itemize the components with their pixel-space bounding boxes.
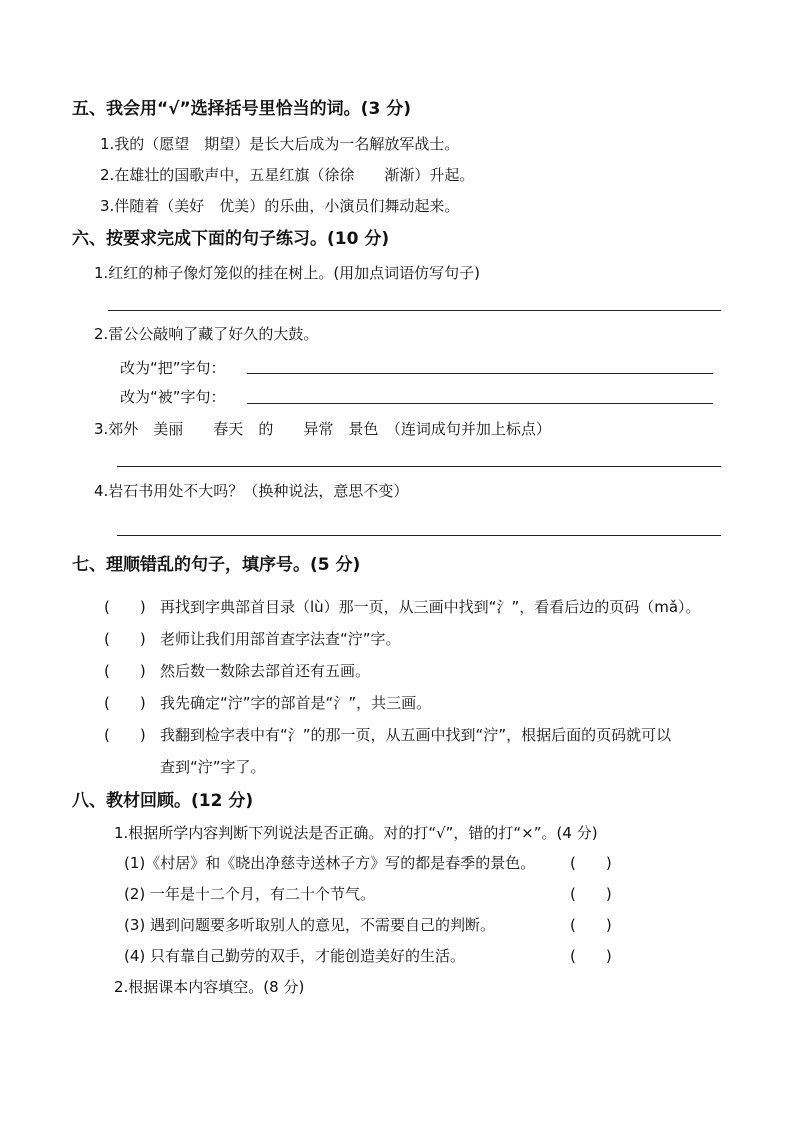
section-7-title: 七、理顺错乱的句子，填序号。(5 分) — [72, 555, 361, 575]
section-6-q4: 4.岩石书用处不大吗？（换种说法，意思不变） — [94, 482, 409, 500]
judgement-4: (4) 只有靠自己勤劳的双手，才能创造美好的生活。 — [124, 947, 466, 965]
ba-sentence-label: 改为“把”字句： — [120, 359, 226, 377]
order-blank-2[interactable]: ( ) — [104, 630, 146, 648]
order-item-4: 我先确定“泞”字的部首是“氵”，共三画。 — [160, 694, 432, 712]
judgement-blank-2[interactable]: ( ) — [570, 885, 612, 903]
order-blank-3[interactable]: ( ) — [104, 662, 146, 680]
order-item-5: 我翻到检字表中有“氵”的那一页，从五画中找到“泞”，根据后面的页码就可以 — [160, 726, 672, 744]
section-5-title: 五、我会用“√”选择括号里恰当的词。(3 分) — [72, 99, 411, 119]
section-6-q1: 1.红红的柿子像灯笼似的挂在树上。(用加点词语仿写句子) — [94, 264, 481, 282]
section-6-q3: 3.郊外 美丽 春天 的 异常 景色 （连词成句并加上标点） — [94, 420, 551, 438]
judgement-blank-3[interactable]: ( ) — [570, 916, 612, 934]
judgement-1: (1)《村居》和《晓出净慈寺送林子方》写的都是春季的景色。 — [124, 854, 536, 872]
section-8-title: 八、教材回顾。(12 分) — [72, 791, 254, 811]
section-6-q2: 2.雷公公敲响了藏了好久的大鼓。 — [94, 325, 319, 343]
section-5-item-3: 3.伴随着（美好 优美）的乐曲，小演员们舞动起来。 — [100, 197, 460, 215]
section-5-item-2: 2.在雄壮的国歌声中，五星红旗（徐徐 渐渐）升起。 — [100, 166, 475, 184]
answer-line-ba[interactable] — [247, 373, 713, 374]
order-item-5-continued: 查到“泞”字了。 — [160, 758, 266, 776]
bei-sentence-label: 改为“被”字句： — [120, 388, 226, 406]
order-item-2: 老师让我们用部首查字法查“泞”字。 — [160, 630, 401, 648]
judgement-2: (2) 一年是十二个月，有二十个节气。 — [124, 885, 376, 903]
answer-line-q4[interactable] — [117, 535, 721, 536]
section-8-q1: 1.根据所学内容判断下列说法是否正确。对的打“√”，错的打“×”。(4 分) — [114, 824, 598, 842]
judgement-blank-1[interactable]: ( ) — [570, 854, 612, 872]
answer-line-q3[interactable] — [117, 466, 721, 467]
judgement-blank-4[interactable]: ( ) — [570, 947, 612, 965]
section-5-item-1: 1.我的（愿望 期望）是长大后成为一名解放军战士。 — [100, 135, 460, 153]
judgement-3: (3) 遇到问题要多听取别人的意见，不需要自己的判断。 — [124, 916, 496, 934]
answer-line-q1[interactable] — [108, 310, 721, 311]
order-item-1: 再找到字典部首目录（lù）那一页，从三画中找到“氵”，看看后边的页码（mǎ）。 — [160, 598, 701, 616]
order-blank-1[interactable]: ( ) — [104, 598, 146, 616]
order-item-3: 然后数一数除去部首还有五画。 — [160, 662, 371, 680]
order-blank-4[interactable]: ( ) — [104, 694, 146, 712]
section-6-title: 六、按要求完成下面的句子练习。(10 分) — [72, 229, 390, 249]
section-8-q2: 2.根据课本内容填空。(8 分) — [114, 978, 305, 996]
order-blank-5[interactable]: ( ) — [104, 726, 146, 744]
answer-line-bei[interactable] — [247, 403, 713, 404]
